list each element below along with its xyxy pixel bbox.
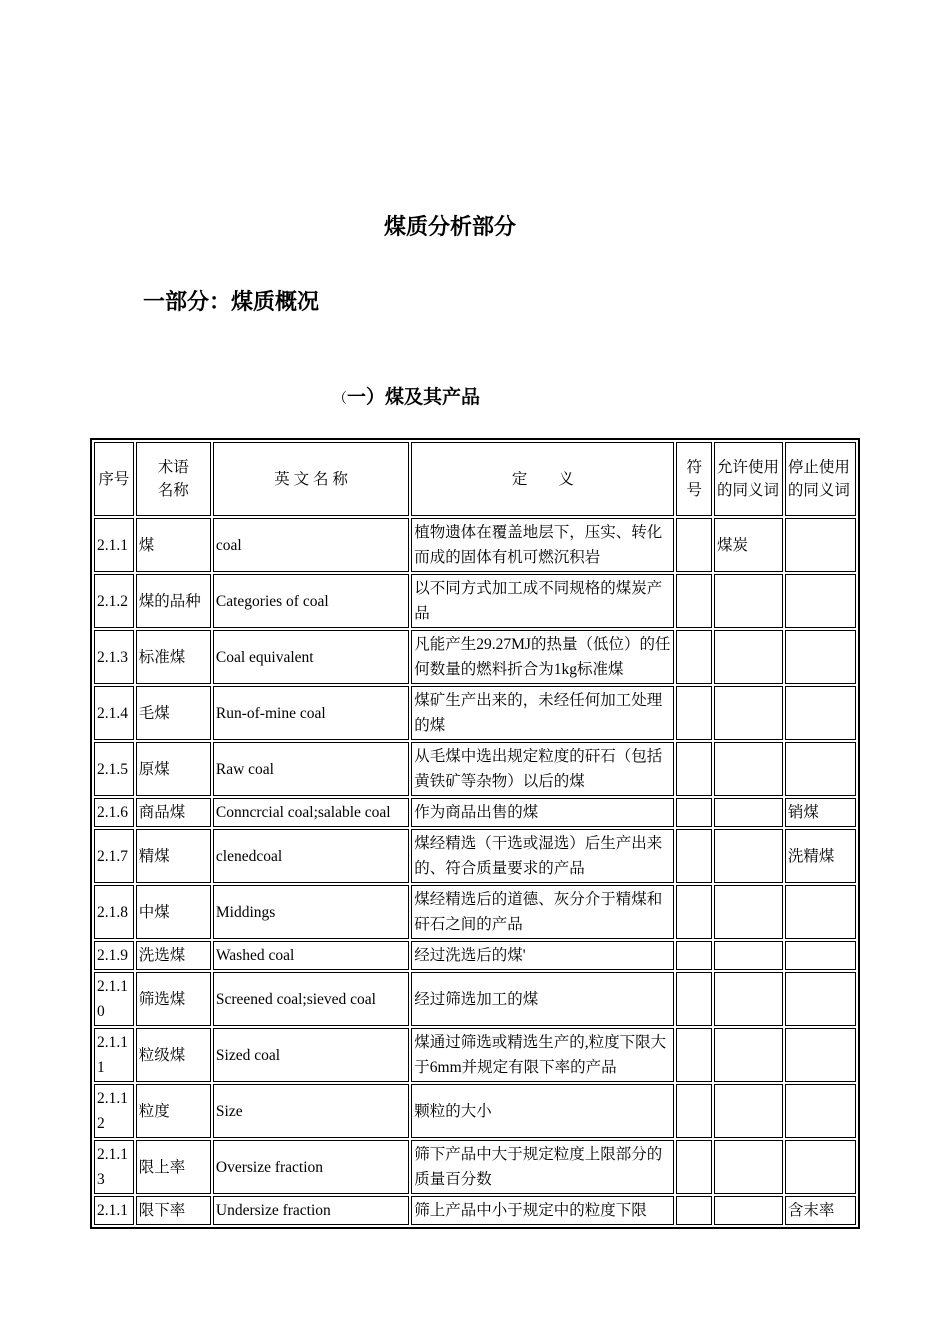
cell-english: clenedcoal: [213, 829, 409, 883]
cell-no: 2.1.1: [94, 1196, 134, 1225]
cell-term: 精煤: [136, 829, 211, 883]
table-row: [94, 574, 856, 628]
cell-allowed: [714, 972, 783, 1026]
header-deprecated: 停止使用的同义词: [785, 442, 856, 516]
cell-symbol: [676, 829, 712, 883]
section-heading-text: 一）煤及其产品: [347, 386, 481, 408]
cell-deprecated: [785, 630, 856, 684]
cell-deprecated: 含末率: [785, 1196, 856, 1225]
cell-english: Washed coal: [213, 941, 409, 970]
table-row: [94, 885, 856, 939]
cell-english: Run-of-mine coal: [213, 686, 409, 740]
cell-symbol: [676, 1084, 712, 1138]
cell-no: 2.1.3: [94, 630, 134, 684]
cell-english: Size: [213, 1084, 409, 1138]
cell-symbol: [676, 1140, 712, 1194]
table-row: [94, 829, 856, 883]
cell-term: 粒级煤: [136, 1028, 211, 1082]
cell-definition: 作为商品出售的煤: [411, 798, 674, 827]
cell-term: 原煤: [136, 742, 211, 796]
cell-deprecated: 洗精煤: [785, 829, 856, 883]
cell-symbol: [676, 686, 712, 740]
cell-term: 标准煤: [136, 630, 211, 684]
cell-english: Raw coal: [213, 742, 409, 796]
cell-term: 限上率: [136, 1140, 211, 1194]
cell-allowed: [714, 829, 783, 883]
cell-term: 洗选煤: [136, 941, 211, 970]
cell-symbol: [676, 518, 712, 572]
cell-definition: 煤经精选（干选或湿选）后生产出来的、符合质量要求的产品: [411, 829, 674, 883]
cell-deprecated: [785, 941, 856, 970]
table-row: [94, 972, 856, 1026]
cell-definition: 经过洗选后的煤': [411, 941, 674, 970]
table-row: [94, 798, 856, 827]
section-paren: （: [333, 391, 347, 407]
table-body: [94, 518, 856, 1225]
header-term-line2: 名称: [157, 482, 189, 499]
cell-deprecated: [785, 972, 856, 1026]
document-title: 煤质分析部分: [383, 215, 516, 240]
header-term-line1: 术语: [157, 459, 189, 476]
cell-deprecated: [785, 686, 856, 740]
table-row: [94, 518, 856, 572]
table-row: [94, 742, 856, 796]
cell-definition: 植物遗体在覆盖地层下，压实、转化而成的固体有机可燃沉积岩: [411, 518, 674, 572]
cell-symbol: [676, 742, 712, 796]
table-row: [94, 686, 856, 740]
cell-allowed: [714, 686, 783, 740]
cell-english: Middings: [213, 885, 409, 939]
cell-english: Coal equivalent: [213, 630, 409, 684]
cell-term: 中煤: [136, 885, 211, 939]
cell-symbol: [676, 574, 712, 628]
cell-english: Screened coal;sieved coal: [213, 972, 409, 1026]
table-row: [94, 630, 856, 684]
cell-english: Undersize fraction: [213, 1196, 409, 1225]
cell-symbol: [676, 1028, 712, 1082]
table-row: [94, 941, 856, 970]
cell-deprecated: [785, 885, 856, 939]
cell-term: 筛选煤: [136, 972, 211, 1026]
cell-definition: 凡能产生29.27MJ的热量（低位）的任何数量的燃料折合为1kg标准煤: [411, 630, 674, 684]
cell-no: 2.1.11: [94, 1028, 134, 1082]
cell-definition: 煤矿生产出来的，未经任何加工处理的煤: [411, 686, 674, 740]
cell-no: 2.1.7: [94, 829, 134, 883]
cell-no: 2.1.5: [94, 742, 134, 796]
cell-term: 煤的品种: [136, 574, 211, 628]
header-english: 英 文 名 称: [213, 442, 409, 516]
cell-allowed: [714, 885, 783, 939]
cell-no: 2.1.8: [94, 885, 134, 939]
cell-allowed: [714, 1196, 783, 1225]
header-no: 序号: [94, 442, 134, 516]
cell-english: Conncrcial coal;salable coal: [213, 798, 409, 827]
cell-definition: 煤通过筛选或精选生产的,粒度下限大于6mm并规定有限下率的产品: [411, 1028, 674, 1082]
part-heading: 一部分：煤质概况: [143, 290, 320, 315]
cell-deprecated: [785, 1028, 856, 1082]
cell-no: 2.1.12: [94, 1084, 134, 1138]
table-row: [94, 1140, 856, 1194]
table-row: [94, 1084, 856, 1138]
cell-allowed: [714, 941, 783, 970]
cell-allowed: 煤炭: [714, 518, 783, 572]
cell-term: 毛煤: [136, 686, 211, 740]
table-row: [94, 1196, 856, 1225]
cell-definition: 煤经精选后的道德、灰分介于精煤和矸石之间的产品: [411, 885, 674, 939]
cell-deprecated: [785, 518, 856, 572]
header-term: [136, 442, 211, 516]
cell-definition: 经过筛选加工的煤: [411, 972, 674, 1026]
cell-no: 2.1.9: [94, 941, 134, 970]
header-symbol: 符号: [676, 442, 712, 516]
header-definition: 定 义: [411, 442, 674, 516]
cell-no: 2.1.6: [94, 798, 134, 827]
cell-symbol: [676, 798, 712, 827]
cell-allowed: [714, 798, 783, 827]
cell-term: 商品煤: [136, 798, 211, 827]
table-header-row: [94, 442, 856, 516]
cell-deprecated: [785, 742, 856, 796]
cell-allowed: [714, 742, 783, 796]
cell-definition: 颗粒的大小: [411, 1084, 674, 1138]
cell-no: 2.1.1: [94, 518, 134, 572]
terms-table-container: [90, 438, 860, 1229]
cell-definition: 从毛煤中选出规定粒度的矸石（包括黄铁矿等杂物）以后的煤: [411, 742, 674, 796]
cell-term: 粒度: [136, 1084, 211, 1138]
cell-allowed: [714, 1084, 783, 1138]
cell-no: 2.1.2: [94, 574, 134, 628]
terms-table: [90, 438, 860, 1229]
cell-english: Sized coal: [213, 1028, 409, 1082]
cell-deprecated: [785, 1140, 856, 1194]
cell-symbol: [676, 1196, 712, 1225]
cell-allowed: [714, 1028, 783, 1082]
cell-deprecated: [785, 574, 856, 628]
cell-english: coal: [213, 518, 409, 572]
cell-symbol: [676, 885, 712, 939]
cell-symbol: [676, 972, 712, 1026]
cell-deprecated: 销煤: [785, 798, 856, 827]
cell-english: Categories of coal: [213, 574, 409, 628]
cell-definition: 筛下产品中大于规定粒度上限部分的质量百分数: [411, 1140, 674, 1194]
cell-no: 2.1.4: [94, 686, 134, 740]
cell-allowed: [714, 1140, 783, 1194]
cell-definition: 以不同方式加工成不同规格的煤炭产品: [411, 574, 674, 628]
cell-definition: 筛上产品中小于规定中的粒度下限: [411, 1196, 674, 1225]
cell-symbol: [676, 630, 712, 684]
cell-no: 2.1.13: [94, 1140, 134, 1194]
section-heading: [333, 382, 480, 409]
cell-no: 2.1.10: [94, 972, 134, 1026]
cell-allowed: [714, 630, 783, 684]
cell-term: 煤: [136, 518, 211, 572]
table-row: [94, 1028, 856, 1082]
cell-term: 限下率: [136, 1196, 211, 1225]
cell-deprecated: [785, 1084, 856, 1138]
cell-english: Oversize fraction: [213, 1140, 409, 1194]
header-allowed: 允许使用的同义词: [714, 442, 783, 516]
cell-allowed: [714, 574, 783, 628]
cell-symbol: [676, 941, 712, 970]
